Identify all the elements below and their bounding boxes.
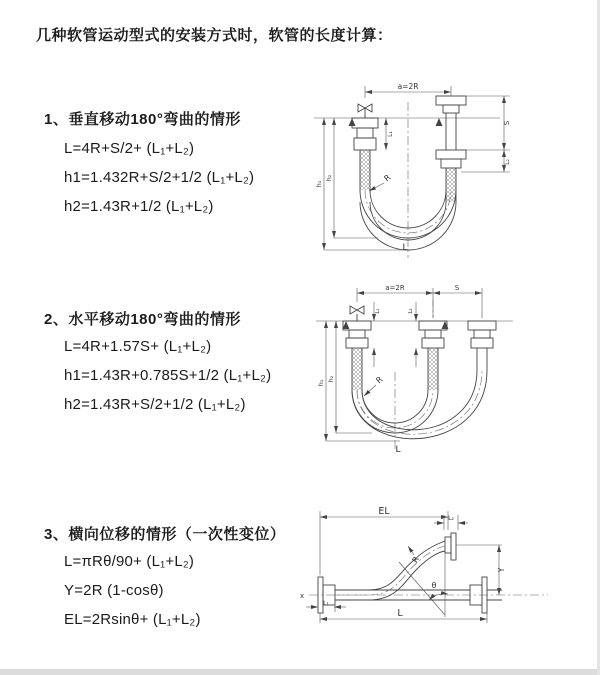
scan-edge — [0, 669, 600, 675]
radius-callout — [369, 173, 393, 191]
section-3-heading: 3、横向位移的情形（一次性变位） — [44, 526, 286, 543]
formula-line: L=4R+1.57S+ (L₁+L₂) — [64, 338, 212, 355]
dim-label-l2: L₂ — [448, 515, 454, 522]
formula-line: L=4R+S/2+ (L₁+L₂) — [64, 140, 195, 157]
dim-label-y: Y — [497, 567, 506, 573]
dim-label-el: EL — [378, 506, 390, 517]
fixed-point-arrow-icon — [442, 321, 449, 329]
braided-hose — [428, 348, 438, 390]
valve-icon — [358, 104, 372, 118]
radius-label: R — [410, 555, 422, 565]
dim-label-s: S — [454, 284, 460, 292]
dimension-el — [320, 506, 448, 575]
dimension-l1 — [306, 600, 346, 612]
dim-label-l1: L₁ — [323, 600, 329, 607]
axis-label: x — [300, 592, 305, 600]
right-flange-upper — [436, 96, 466, 113]
middle-flange — [419, 321, 447, 348]
fixed-point-arrow-icon — [343, 321, 350, 329]
radius-label: R — [382, 172, 393, 184]
dim-label-l1: L₁ — [375, 308, 381, 314]
section-1-formulas — [64, 134, 254, 221]
dim-label-l2: L₂ — [504, 159, 511, 165]
section-2-heading: 2、水平移动180°弯曲的情形 — [44, 311, 241, 328]
dim-label-h1: h₁ — [317, 379, 325, 387]
dimension-l — [320, 608, 487, 623]
section-1-heading: 1、垂直移动180°弯曲的情形 — [44, 111, 241, 128]
valve-icon — [350, 306, 364, 321]
dim-label-s: S — [503, 120, 511, 126]
angle-label: θ — [431, 581, 437, 590]
pipe-wall — [446, 113, 456, 150]
section-3-formulas — [64, 547, 201, 634]
section-2-formulas — [64, 332, 271, 419]
s-curve-hose — [335, 541, 445, 600]
dim-label-l1: L₁ — [387, 131, 394, 137]
dimension-l2 — [408, 302, 416, 367]
formula-line: h1=1.43R+0.785S+1/2 (L₁+L₂) — [64, 367, 272, 384]
formula-line: Y=2R (1-cosθ) — [64, 582, 164, 599]
right-flange-lower — [436, 150, 466, 168]
u-bend-shifted — [352, 370, 487, 439]
dim-label-a2r: a=2R — [397, 82, 419, 91]
dim-label-l2: L₂ — [408, 308, 414, 314]
dimension-s — [433, 284, 482, 293]
dimension-y — [456, 545, 506, 595]
right-flange — [468, 321, 496, 348]
dimension-l1 — [386, 118, 394, 150]
braided-hose — [446, 168, 456, 202]
top-flange — [445, 533, 456, 560]
dim-label-h1: h₁ — [315, 180, 323, 188]
formula-line: h1=1.432R+S/2+1/2 (L₁+L₂) — [64, 169, 255, 186]
length-label: L — [402, 243, 408, 253]
length-label: L — [397, 608, 403, 619]
dim-label-h2: h₂ — [325, 174, 333, 182]
page-title: 几种软管运动型式的安装方式时，软管的长度计算： — [36, 27, 393, 44]
braided-hose — [352, 348, 362, 390]
radius-callout — [364, 375, 385, 396]
formula-line: h2=1.43R+1/2 (L₁+L₂) — [64, 198, 214, 215]
dim-label-a2r: a=2R — [385, 284, 405, 292]
formula-line: L=πRθ/90+ (L₁+L₂) — [64, 553, 195, 570]
dimension-l1 — [374, 302, 381, 367]
dim-label-h2: h₂ — [327, 375, 335, 383]
formula-line: EL=2Rsinθ+ (L₁+L₂) — [64, 611, 201, 628]
diagram-horizontal-180-bend — [308, 280, 578, 460]
diagram-vertical-180-bend — [308, 72, 578, 267]
hose-wall — [477, 348, 487, 370]
radius-label: R — [374, 374, 385, 386]
left-flange — [352, 118, 378, 150]
fixed-point-arrow-icon — [436, 118, 443, 126]
diagram-lateral-displacement — [296, 500, 596, 655]
braided-hose — [360, 150, 370, 190]
dimension-l2 — [504, 150, 511, 172]
formula-line: h2=1.43R+S/2+1/2 (L₁+L₂) — [64, 396, 246, 413]
length-label: L — [395, 445, 401, 455]
